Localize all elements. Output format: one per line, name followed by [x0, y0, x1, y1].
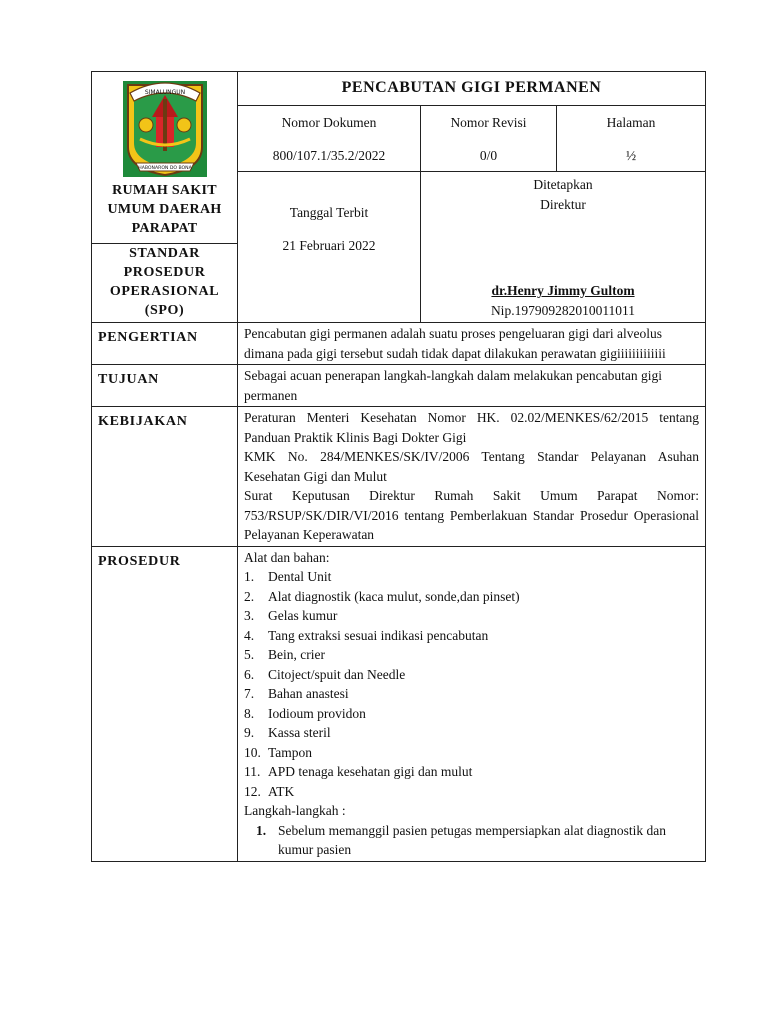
issue-date-value: 21 Februari 2022: [282, 238, 376, 253]
approval-role: Direktur: [540, 197, 586, 212]
tujuan-label: TUJUAN: [92, 365, 238, 407]
prosedur-label: PROSEDUR: [92, 546, 238, 861]
spo-title-line: STANDAR: [129, 246, 200, 262]
spo-title-line: (SPO): [144, 303, 185, 319]
emblem-banner-top: SIMALUNGUN: [144, 89, 185, 96]
list-text: Tang extraksi sesuai indikasi pencabutan: [268, 627, 489, 643]
doc-number-value: 800/107.1/35.2/2022: [272, 148, 386, 163]
document-title: PENCABUTAN GIGI PERMANEN: [238, 72, 706, 106]
list-text: Sebelum memanggil pasien petugas mempersiapkan alat diagnostik dan kumur pasien: [278, 822, 667, 857]
kebijakan-text: [238, 407, 706, 547]
list-number: 7.: [244, 686, 255, 701]
list-number: 12.: [244, 783, 261, 799]
list-item: [244, 762, 699, 782]
kebijakan-label: KEBIJAKAN: [92, 407, 238, 547]
steps-heading: Langkah-langkah :: [244, 803, 346, 818]
list-number: 11.: [244, 764, 261, 779]
list-number: 1.: [255, 822, 267, 838]
list-number: 4.: [244, 627, 255, 643]
page-value: ½: [625, 148, 637, 163]
simalungun-emblem-icon: [92, 72, 237, 182]
kebijakan-paragraph: Peraturan Menteri Kesehatan Nomor HK. 02.02/MENKES/62/2015 tentang Panduan Praktik Klinis Bagi Dokter Gigi: [244, 410, 699, 445]
list-item: [244, 606, 699, 626]
list-item: [244, 567, 699, 587]
list-text: ATK: [268, 783, 295, 799]
doc-number-cell: [238, 106, 421, 172]
list-item: [244, 743, 699, 763]
list-text: Bein, crier: [268, 647, 325, 662]
hospital-name: [92, 181, 237, 242]
spo-title-line: PROSEDUR: [123, 265, 206, 281]
approval-cell: [421, 172, 706, 323]
list-text: APD tenaga kesehatan gigi dan mulut: [268, 764, 473, 779]
page-cell: [557, 106, 706, 172]
prosedur-text: [238, 546, 706, 861]
list-text: Gelas kumur: [268, 608, 338, 623]
issue-date-cell: [238, 172, 421, 323]
doc-number-label: Nomor Dokumen: [281, 115, 377, 130]
pengertian-paragraph: Pencabutan gigi permanen adalah suatu proses pengeluaran gigi dari alveolus dimana pada gigi tersebut sudah tidak dapat dilakukan perawatan gigiiiiiiiiiiiii: [244, 326, 666, 361]
spo-title-line: OPERASIONAL: [109, 284, 220, 300]
spo-title: [92, 244, 238, 323]
list-item: [244, 665, 699, 685]
signer-name: dr.Henry Jimmy Gultom: [491, 283, 635, 298]
tools-heading: Alat dan bahan:: [244, 549, 330, 565]
list-text: Kassa steril: [268, 725, 331, 740]
pengertian-text: [238, 323, 706, 365]
list-number: 8.: [244, 705, 255, 721]
steps-list: [244, 821, 699, 860]
list-item: [244, 821, 699, 860]
list-text: Tampon: [268, 744, 313, 760]
hospital-name-line: PARAPAT: [131, 221, 198, 236]
hospital-name-line: RUMAH SAKIT: [112, 183, 217, 198]
list-item: [244, 587, 699, 607]
kebijakan-paragraph: Surat Keputusan Direktur Rumah Sakit Umum Parapat Nomor: 753/RSUP/SK/DIR/VI/2016 tentang Pemberlakuan Standar Prosedur Operasional Pelayanan Keperawatan: [244, 488, 699, 542]
list-number: 3.: [244, 608, 255, 623]
list-item: [244, 782, 699, 802]
list-text: Alat diagnostik (kaca mulut, sonde,dan pinset): [268, 588, 520, 604]
emblem-banner-bottom: HABONARON DO BONA: [137, 166, 192, 171]
issue-date-label: Tanggal Terbit: [289, 205, 369, 220]
list-text: Dental Unit: [268, 569, 332, 584]
list-text: Iodioum providon: [268, 705, 366, 721]
signer-nip: Nip.197909282010011011: [490, 303, 636, 318]
list-item: [244, 626, 699, 646]
list-number: 10.: [244, 744, 261, 760]
simalungun-emblem-icon-graphic: [120, 77, 210, 181]
list-number: 1.: [244, 569, 255, 584]
pengertian-label: PENGERTIAN: [92, 323, 238, 365]
list-item: [244, 684, 699, 704]
spo-table: [91, 71, 706, 862]
list-item: [244, 645, 699, 665]
tujuan-text: [238, 365, 706, 407]
list-number: 2.: [244, 588, 255, 604]
list-text: Citoject/spuit dan Needle: [268, 666, 406, 682]
tools-list: [244, 567, 699, 801]
revision-value: 0/0: [479, 148, 498, 163]
hospital-identity-cell: [92, 72, 238, 244]
list-item: [244, 704, 699, 724]
list-number: 5.: [244, 647, 255, 662]
list-text: Bahan anastesi: [268, 686, 349, 701]
tujuan-paragraph: Sebagai acuan penerapan langkah-langkah dalam melakukan pencabutan gigi permanen: [244, 368, 662, 403]
revision-label: Nomor Revisi: [450, 115, 527, 130]
approval-label: Ditetapkan: [533, 177, 593, 192]
kebijakan-paragraph: KMK No. 284/MENKES/SK/IV/2006 Tentang Standar Pelayanan Asuhan Kesehatan Gigi dan Mulut: [244, 449, 699, 484]
revision-cell: [421, 106, 557, 172]
page-label: Halaman: [606, 115, 656, 130]
hospital-name-line: UMUM DAERAH: [107, 202, 222, 217]
list-number: 9.: [244, 725, 255, 740]
list-item: [244, 723, 699, 743]
list-number: 6.: [244, 666, 255, 682]
